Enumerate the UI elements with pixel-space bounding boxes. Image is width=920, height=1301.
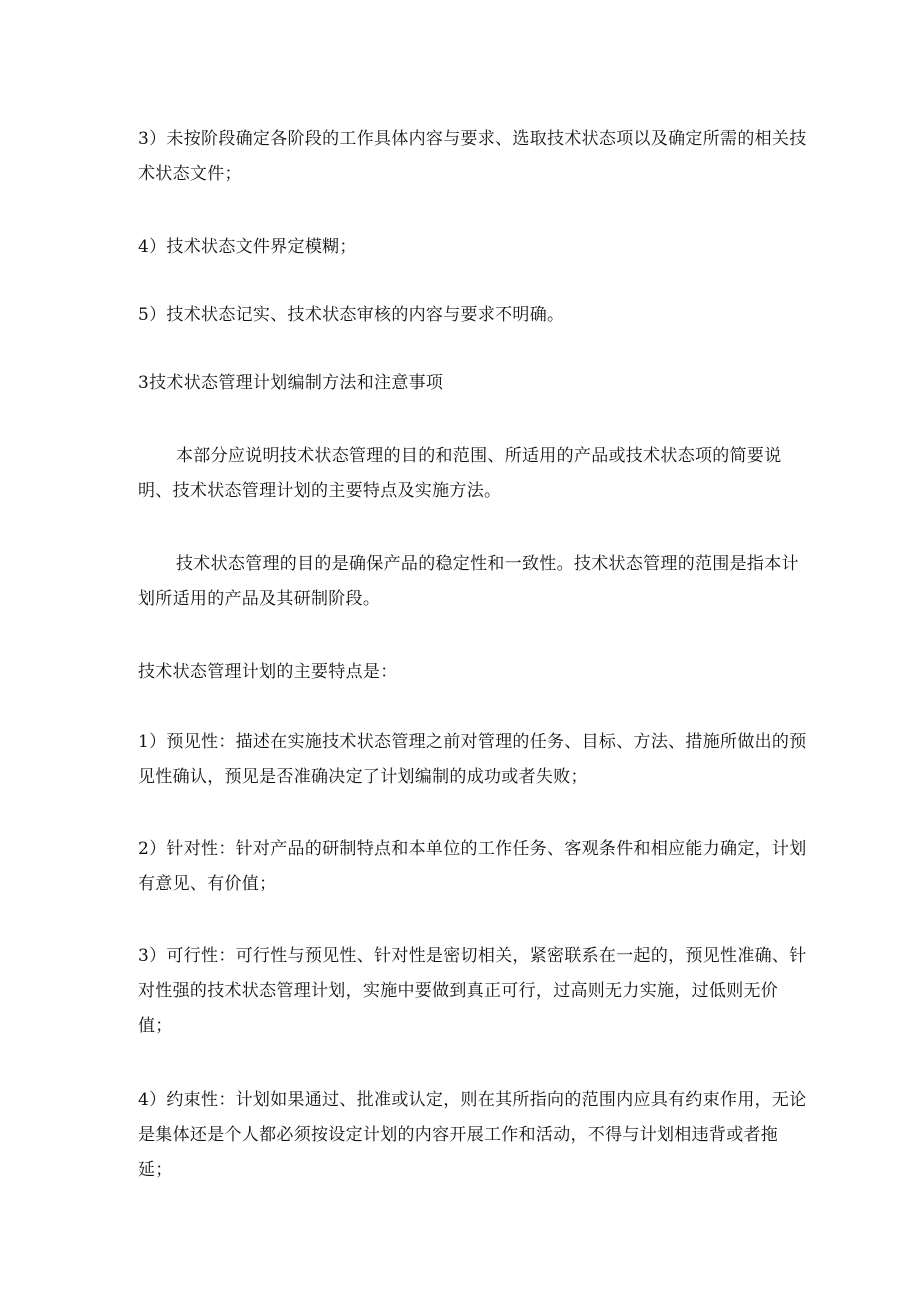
feature-3-feasibility: 3）可行性：可行性与预见性、针对性是密切相关，紧密联系在一起的，预见性准确、针对性强的技术状态管理计划，实施中要做到真正可行，过高则无力实施，过低则无价值；: [138, 946, 807, 1036]
features-heading: 技术状态管理计划的主要特点是：: [138, 662, 398, 682]
item-4-vague: 4）技术状态文件界定模糊；: [138, 237, 357, 257]
feature-1-foresight: 1）预见性：描述在实施技术状态管理之前对管理的任务、目标、方法、措施所做出的预见性确认，预见是否准确决定了计划编制的成功或者失败；: [138, 732, 807, 787]
section-3-heading: 3技术状态管理计划编制方法和注意事项: [138, 373, 444, 393]
item-5-unclear: 5）技术状态记实、技术状态审核的内容与要求不明确。: [138, 305, 565, 325]
item-3-stage: 3）未按阶段确定各阶段的工作具体内容与要求、选取技术状态项以及确定所需的相关技术状态文件；: [138, 129, 807, 184]
feature-4-binding: 4）约束性：计划如果通过、批准或认定，则在其所指向的范围内应具有约束作用，无论是集体还是个人都必须按设定计划的内容开展工作和活动，不得与计划相违背或者拖延；: [138, 1090, 807, 1180]
purpose-paragraph: 技术状态管理的目的是确保产品的稳定性和一致性。技术状态管理的范围是指本计划所适用的产品及其研制阶段。: [138, 554, 799, 609]
intro-paragraph: 本部分应说明技术状态管理的目的和范围、所适用的产品或技术状态项的简要说明、技术状态管理计划的主要特点及实施方法。: [138, 446, 782, 501]
feature-2-targeted: 2）针对性：针对产品的研制特点和本单位的工作任务、客观条件和相应能力确定，计划有意见、有价值；: [138, 839, 807, 894]
